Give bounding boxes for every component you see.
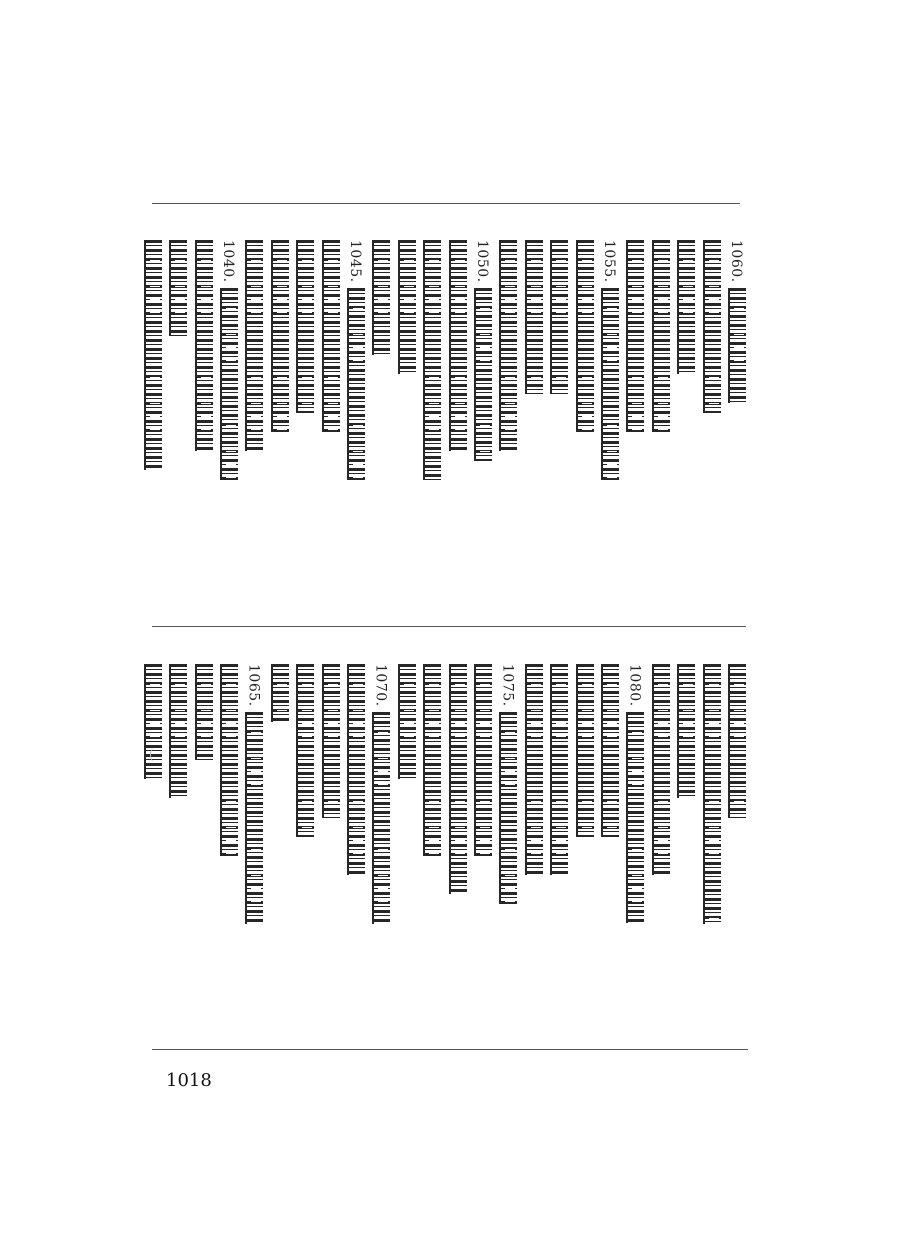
verse-line: [244, 664, 262, 924]
verse-line: [473, 664, 491, 924]
verse-line: [168, 240, 186, 480]
mongolian-script-line: [398, 240, 416, 374]
mongolian-script-line: [220, 288, 238, 480]
verse-line: [524, 664, 542, 924]
mongolian-script-line: [626, 240, 644, 432]
mongolian-script-line: [245, 240, 263, 451]
mongolian-script-line: [347, 288, 365, 480]
verse-line: [727, 240, 745, 480]
verse-line: [600, 240, 618, 480]
mongolian-script-line: [652, 240, 670, 432]
verse-line: [651, 664, 669, 924]
line-number: 1045.: [347, 240, 363, 283]
verse-block-top: [160, 240, 745, 480]
mongolian-script-line: [728, 288, 746, 403]
mongolian-script-line: [525, 240, 543, 394]
verse-line: [549, 240, 567, 480]
mongolian-script-line: [576, 664, 594, 837]
mongolian-script-line: [728, 664, 746, 818]
mongolian-script-line: [372, 712, 390, 924]
line-number: 1055.: [601, 240, 617, 283]
mongolian-script-line: [271, 240, 289, 432]
verse-line: [448, 664, 466, 924]
mongolian-script-line: [322, 664, 340, 818]
mongolian-script-line: [245, 712, 263, 924]
verse-line: [143, 240, 161, 480]
verse-line: [346, 240, 364, 480]
mongolian-script-line: [576, 240, 594, 432]
verse-line: [321, 240, 339, 480]
mongolian-script-line: [474, 664, 492, 856]
verse-line: [295, 240, 313, 480]
mongolian-script-line: [449, 240, 467, 451]
mongolian-script-line: [601, 664, 619, 837]
verse-line: [270, 240, 288, 480]
verse-line: [498, 240, 516, 480]
verse-line: [397, 240, 415, 480]
line-number: 1040.: [220, 240, 236, 283]
verse-line: [219, 240, 237, 480]
mongolian-script-line: [677, 664, 695, 798]
mongolian-script-line: [703, 664, 721, 924]
bottom-rule: [152, 1049, 748, 1050]
mongolian-script-line: [347, 664, 365, 875]
verse-line: [371, 240, 389, 480]
mongolian-script-line: [677, 240, 695, 374]
mongolian-script-line: [601, 288, 619, 480]
scan-mark: [150, 748, 159, 762]
verse-line: [600, 664, 618, 924]
verse-line: [346, 664, 364, 924]
mongolian-script-line: [296, 240, 314, 413]
mongolian-script-line: [652, 664, 670, 875]
line-number: 1050.: [474, 240, 490, 283]
verse-line: [397, 664, 415, 924]
line-number: 1060.: [728, 240, 744, 283]
verse-line: [321, 664, 339, 924]
mongolian-script-line: [169, 664, 187, 798]
mongolian-script-line: [499, 240, 517, 451]
page-number: 1018: [166, 1070, 212, 1091]
mongolian-script-line: [550, 664, 568, 875]
line-number: 1065.: [245, 664, 262, 707]
mongolian-script-line: [169, 240, 187, 336]
line-number: 1070.: [372, 664, 389, 707]
mongolian-script-line: [550, 240, 568, 394]
verse-line: [270, 664, 288, 924]
middle-rule: [152, 626, 746, 627]
line-number: 1080.: [626, 664, 643, 707]
mongolian-script-line: [322, 240, 340, 432]
mongolian-script-line: [626, 712, 644, 923]
mongolian-script-line: [499, 712, 517, 904]
mongolian-script-line: [423, 664, 441, 856]
verse-block-bottom: [160, 664, 745, 924]
mongolian-script-line: [372, 240, 390, 355]
verse-line: [625, 240, 643, 480]
mongolian-script-line: [423, 240, 441, 480]
mongolian-script-line: [144, 240, 162, 470]
verse-line: [625, 664, 643, 924]
verse-line: [143, 664, 161, 924]
verse-line: [219, 664, 237, 924]
mongolian-script-line: [271, 664, 289, 722]
verse-line: [524, 240, 542, 480]
mongolian-script-line: [449, 664, 467, 894]
mongolian-script-line: [296, 664, 314, 837]
verse-line: [473, 240, 491, 480]
verse-line: [651, 240, 669, 480]
verse-line: [702, 240, 720, 480]
verse-line: [498, 664, 516, 924]
verse-line: [549, 664, 567, 924]
verse-line: [422, 664, 440, 924]
verse-line: [244, 240, 262, 480]
verse-line: [575, 664, 593, 924]
verse-line: [702, 664, 720, 924]
top-rule: [152, 203, 740, 204]
verse-line: [168, 664, 186, 924]
mongolian-script-line: [474, 288, 492, 461]
line-number: 1075.: [499, 664, 516, 707]
mongolian-script-line: [195, 240, 213, 451]
mongolian-script-line: [398, 664, 416, 779]
verse-line: [676, 664, 694, 924]
verse-line: [727, 664, 745, 924]
verse-line: [676, 240, 694, 480]
mongolian-script-line: [703, 240, 721, 413]
mongolian-script-line: [525, 664, 543, 875]
verse-line: [295, 664, 313, 924]
verse-line: [448, 240, 466, 480]
mongolian-script-line: [195, 664, 213, 760]
verse-line: [194, 664, 212, 924]
verse-line: [194, 240, 212, 480]
mongolian-script-line: [220, 664, 238, 856]
verse-line: [422, 240, 440, 480]
verse-line: [575, 240, 593, 480]
verse-line: [371, 664, 389, 924]
